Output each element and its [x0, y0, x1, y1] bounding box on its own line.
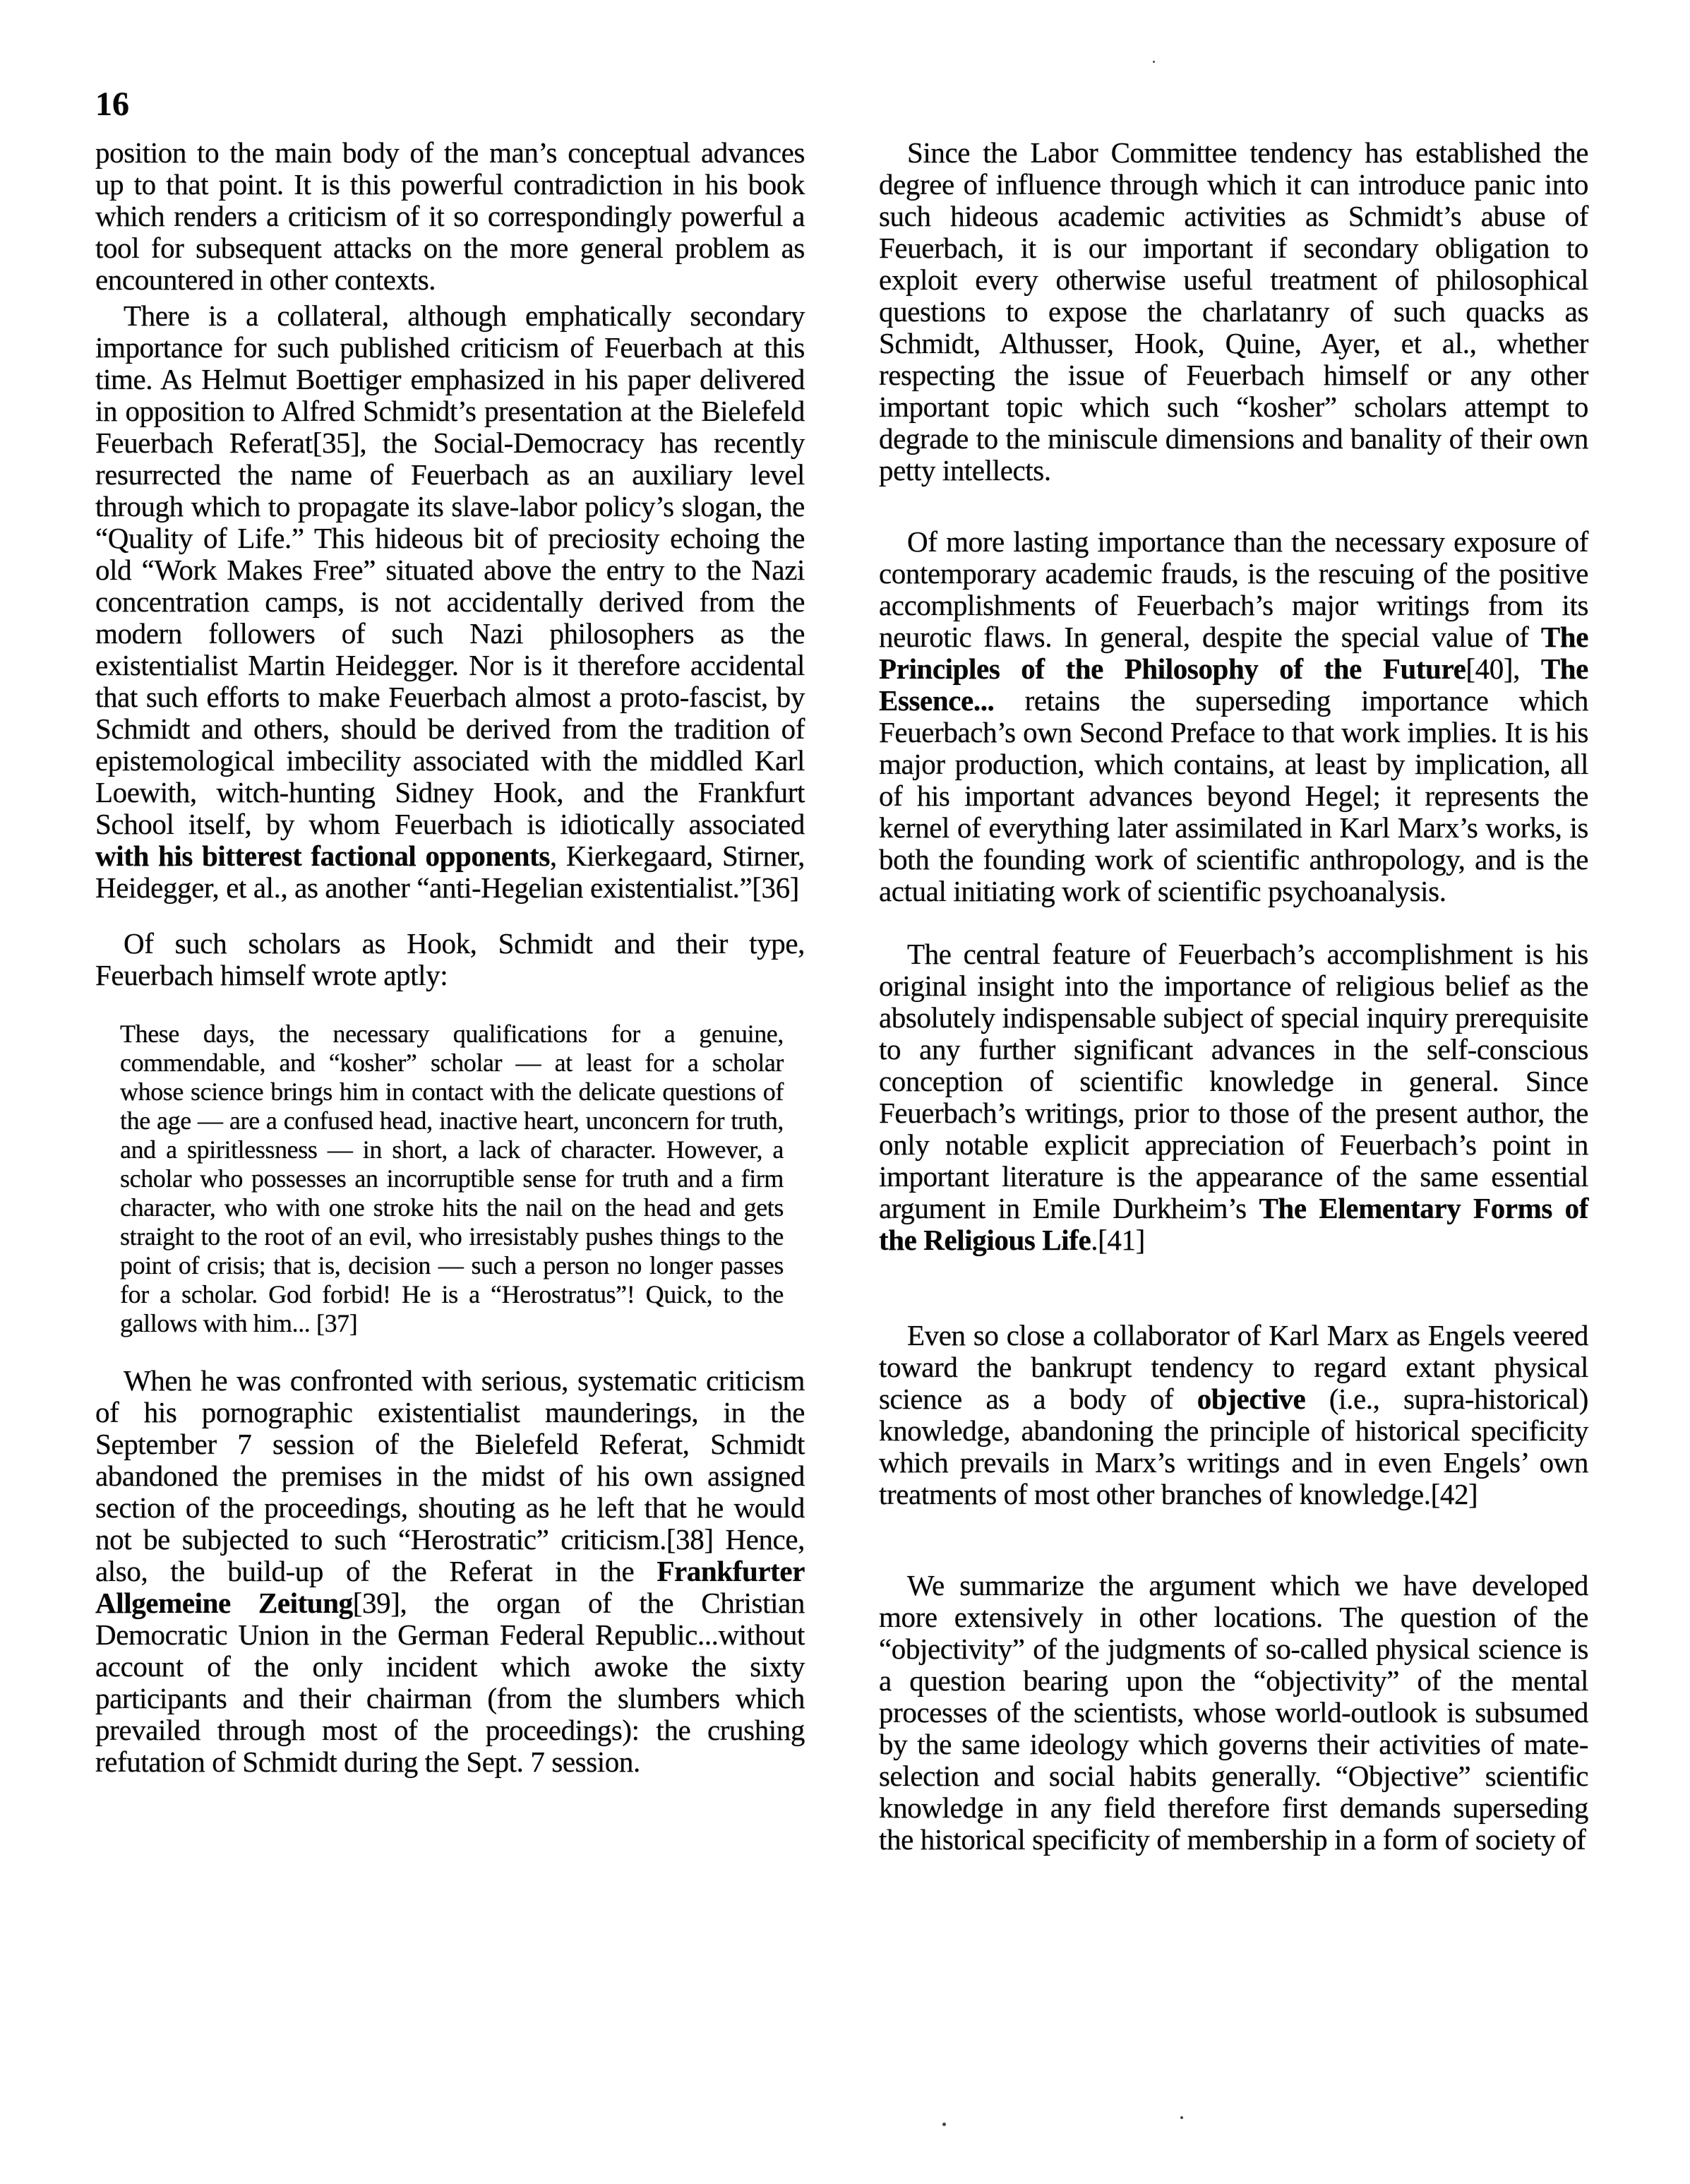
two-column-layout [95, 137, 1588, 1895]
bold-text-run: objective [1197, 1383, 1306, 1415]
bold-text-run: with his bitterest factional opponents [95, 840, 550, 872]
text-run: Since the Labor Committee tendency has established the degree of influence through which it can introduce panic into such hideous academic activities as Schmidt’s abuse of Feuerbach, it is our important if secondary obligation to exploit every otherwise useful treatment of philosophical questions to expose the charlatanry of such quacks as Schmidt, Althusser, Hook, Quine, Ayer, et al., whether respecting the issue of Feuerbach himself or any other important topic which such “kosher” scholars attempt to degrade to the miniscule dimensions and banality of their own petty intellects. [879, 136, 1588, 487]
page-number: 16 [95, 85, 129, 123]
text-run: When he was confronted with serious, systematic criticism of his pornographic existentialist maunderings, in the September 7 session of the Bielefeld Referat, Schmidt abandoned the premises in the midst of his own assigned section of the proceedings, shouting as he left that he would not be subjected to such “Herostratic” criticism.[38] Hence, also, the build-up of the Referat in the [95, 1364, 805, 1587]
scan-speckle [942, 2123, 946, 2126]
body-paragraph [95, 1365, 805, 1778]
text-run: [39], the organ of the Christian Democratic Union in the German Federal Republic...without account of the only incident which awoke the sixty participants and their chairman (from the slumbers which prevailed through most of the proceedings): the crushing refutation of Schmidt during the Sept. 7 session. [95, 1587, 805, 1778]
scan-speckle [1153, 61, 1155, 63]
text-run: There is a collateral, although emphatically secondary importance for such published criticism of Feuerbach at this time. As Helmut Boettiger emphasized in his paper delivered in opposition to Alfred Schmidt’s presentation at the Bielefeld Feuerbach Referat[35], the Social-Democracy has recently resurrected the name of Feuerbach as an auxiliary level through which to propagate its slave-labor policy’s slogan, the “Quality of Life.” This hideous bit of preciosity echoing the old “Work Makes Free” situated above the entry to the Nazi concentration camps, is not accidentally derived from the modern followers of such Nazi philosophers as the existentialist Martin Heidegger. Nor is it therefore accidental that such efforts to make Feuerbach almost a proto-fascist, by Schmidt and others, should be derived from the tradition of epistemological imbecility associated with the middled Karl Loewith, witch-hunting Sidney Hook, and the Frankfurt School itself, by whom Feuerbach is idiotically associated [95, 299, 805, 840]
text-run: We summarize the argument which we have developed more extensively in other locations. The question of the “objectivity” of the judgments of so-called physical science is a question bearing upon the “objectivity” of the mental processes of the scientists, whose world-outlook is subsumed by the same ideology which governs their activities of mate-selection and social habits generally. “Objective” scientific knowledge in any field therefore first demands superseding the historical specificity of membership in a form of society of [879, 1569, 1588, 1856]
bold-text-run: The Elementary Forms of the Religious Life [879, 1192, 1588, 1256]
text-run: Of more lasting importance than the necessary exposure of contemporary academic frauds, is the rescuing of the positive accomplishments of Feuerbach’s major writings from its neurotic flaws. In general, despite the special value of [879, 525, 1588, 653]
text-run: These days, the necessary qualifications for a genuine, commendable, and “kosher” scholar — at least for a scholar whose science brings him in contact with the delicate questions of the age — are a confused head, inactive heart, unconcern for truth, and a spiritlessness — in short, a lack of character. However, a scholar who possesses an incorruptible sense for truth and a firm character, who with one stroke hits the nail on the head and gets straight to the root of an evil, who irresistably pushes things to the point of crisis; that is, decision — such a person no longer passes for a scholar. God forbid! He is a “Herostratus”! Quick, to the gallows with him... [37] [120, 1020, 784, 1337]
body-paragraph [879, 137, 1588, 487]
text-run: .[41] [1091, 1224, 1145, 1256]
body-paragraph [879, 1570, 1588, 1856]
text-run: [40], [1466, 652, 1541, 685]
text-run: position to the main body of the man’s conceptual advances up to that point. It is this powerful contradiction in his book which renders a criticism of it so correspondingly powerful a tool for subsequent attacks on the more general problem as encountered in other contexts. [95, 136, 805, 296]
body-paragraph [95, 137, 805, 296]
text-run: (i.e., supra-historical) knowledge, abandoning the principle of historical specificity which prevails in Marx’s writings and in even Engels’ own treatments of most other branches of knowledge.[42] [879, 1383, 1588, 1510]
right-column [879, 137, 1588, 1895]
text-run: The central feature of Feuerbach’s accomplishment is his original insight into the importance of religious belief as the absolutely indispensable subject of special inquiry prerequisite to any further significant advances in the self-conscious conception of scientific knowledge in general. Since Feuerbach’s writings, prior to those of the present author, the only notable explicit appreciation of Feuerbach’s point in important literature is the appearance of the same essential argument in Emile Durkheim’s [879, 938, 1588, 1224]
bold-text-run: The Principles of the Philosophy of the Future [879, 621, 1588, 685]
body-paragraph [95, 300, 805, 904]
text-run: , Kierkegaard, Stirner, Heidegger, et al., as another “anti-Hegelian existentialist.”[36] [95, 840, 805, 904]
left-column [95, 137, 805, 1802]
body-paragraph [879, 1320, 1588, 1510]
body-paragraph [95, 928, 805, 991]
body-paragraph [879, 938, 1588, 1256]
scan-speckle [1180, 2116, 1183, 2119]
bold-text-run: Frankfurter Allgemeine Zeitung [95, 1555, 805, 1619]
bold-text-run: The Essence... [879, 652, 1588, 717]
text-run: Of such scholars as Hook, Schmidt and their type, Feuerbach himself wrote aptly: [95, 927, 805, 991]
text-run: retains the superseding importance which Feuerbach’s own Second Preface to that work implies. It is his major production, which contains, at least by implication, all of his important advances beyond Hegel; it represents the kernel of everything later assimilated in Karl Marx’s works, is both the founding work of scientific anthropology, and is the actual initiating work of scientific psychoanalysis. [879, 684, 1588, 907]
blockquote-paragraph [120, 1020, 784, 1338]
text-run: Even so close a collaborator of Karl Marx as Engels veered toward the bankrupt tendency to regard extant physical science as a body of [879, 1319, 1588, 1415]
body-paragraph [879, 526, 1588, 907]
